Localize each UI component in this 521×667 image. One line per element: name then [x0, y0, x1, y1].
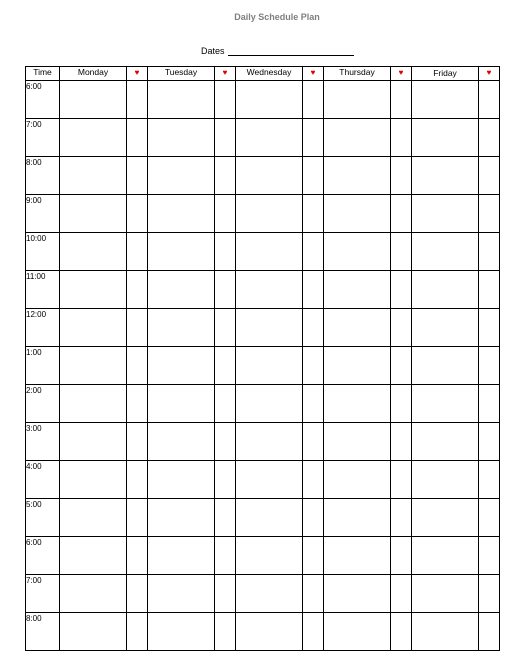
heart-cell[interactable] [215, 347, 236, 385]
heart-cell[interactable] [479, 157, 500, 195]
dates-field-line [228, 55, 354, 56]
heart-cell[interactable] [391, 423, 412, 461]
schedule-cell[interactable] [60, 119, 127, 157]
heart-cell[interactable] [479, 271, 500, 309]
heart-cell[interactable] [391, 157, 412, 195]
schedule-cell[interactable] [236, 461, 303, 499]
schedule-cell[interactable] [236, 347, 303, 385]
heart-cell[interactable] [215, 233, 236, 271]
time-row [26, 119, 500, 157]
heart-cell[interactable] [479, 575, 500, 613]
time-header: Time [26, 67, 60, 81]
heart-cell[interactable] [391, 613, 412, 651]
schedule-cell[interactable] [60, 309, 127, 347]
heart-cell[interactable] [303, 309, 324, 347]
heart-cell[interactable] [479, 233, 500, 271]
time-row [26, 271, 500, 309]
heart-cell[interactable] [127, 347, 148, 385]
time-label: 8:00 [26, 613, 60, 651]
schedule-cell[interactable] [412, 499, 479, 537]
schedule-cell[interactable] [60, 499, 127, 537]
schedule-cell[interactable] [324, 271, 391, 309]
time-label: 4:00 [26, 461, 60, 499]
heart-cell[interactable] [303, 157, 324, 195]
schedule-cell[interactable] [324, 195, 391, 233]
time-row [26, 613, 500, 651]
schedule-cell[interactable] [412, 537, 479, 575]
schedule-cell[interactable] [148, 195, 215, 233]
time-row [26, 461, 500, 499]
time-row [26, 81, 500, 119]
heart-cell[interactable] [479, 119, 500, 157]
schedule-cell[interactable] [412, 119, 479, 157]
schedule-cell[interactable] [60, 157, 127, 195]
heart-cell[interactable] [391, 271, 412, 309]
heart-cell[interactable] [479, 195, 500, 233]
schedule-cell[interactable] [324, 157, 391, 195]
heart-cell[interactable] [127, 157, 148, 195]
schedule-cell[interactable] [412, 347, 479, 385]
schedule-cell[interactable] [148, 385, 215, 423]
heart-cell[interactable] [479, 613, 500, 651]
heart-cell[interactable] [215, 157, 236, 195]
schedule-cell[interactable] [148, 423, 215, 461]
schedule-cell[interactable] [60, 233, 127, 271]
heart-cell[interactable] [303, 613, 324, 651]
heart-icon: ♥ [479, 67, 500, 81]
heart-cell[interactable] [127, 233, 148, 271]
schedule-cell[interactable] [236, 271, 303, 309]
schedule-cell[interactable] [324, 347, 391, 385]
header-row [26, 67, 500, 81]
heart-cell[interactable] [391, 537, 412, 575]
schedule-cell[interactable] [412, 233, 479, 271]
schedule-cell[interactable] [412, 195, 479, 233]
heart-cell[interactable] [479, 461, 500, 499]
schedule-cell[interactable] [412, 271, 479, 309]
schedule-cell[interactable] [236, 499, 303, 537]
heart-cell[interactable] [127, 613, 148, 651]
schedule-cell[interactable] [324, 81, 391, 119]
time-label: 7:00 [26, 119, 60, 157]
schedule-cell[interactable] [324, 423, 391, 461]
heart-cell[interactable] [479, 309, 500, 347]
heart-icon: ♥ [127, 67, 148, 81]
heart-cell[interactable] [391, 461, 412, 499]
schedule-cell[interactable] [324, 537, 391, 575]
schedule-cell[interactable] [324, 575, 391, 613]
schedule-cell[interactable] [412, 461, 479, 499]
time-row [26, 195, 500, 233]
schedule-cell[interactable] [60, 271, 127, 309]
time-label: 6:00 [26, 81, 60, 119]
heart-cell[interactable] [479, 347, 500, 385]
heart-cell[interactable] [215, 81, 236, 119]
day-header-friday: Friday [412, 67, 479, 81]
page-title: Daily Schedule Plan [234, 12, 320, 22]
schedule-cell[interactable] [148, 271, 215, 309]
heart-cell[interactable] [303, 119, 324, 157]
schedule-cell[interactable] [324, 119, 391, 157]
heart-cell[interactable] [391, 119, 412, 157]
heart-cell[interactable] [391, 499, 412, 537]
heart-cell[interactable] [127, 537, 148, 575]
heart-cell[interactable] [127, 195, 148, 233]
heart-cell[interactable] [215, 423, 236, 461]
heart-cell[interactable] [391, 347, 412, 385]
heart-cell[interactable] [303, 81, 324, 119]
schedule-cell[interactable] [60, 461, 127, 499]
schedule-cell[interactable] [60, 537, 127, 575]
day-header-tuesday: Tuesday [148, 67, 215, 81]
schedule-cell[interactable] [60, 81, 127, 119]
heart-cell[interactable] [303, 233, 324, 271]
schedule-cell[interactable] [148, 81, 215, 119]
schedule-cell[interactable] [412, 423, 479, 461]
schedule-cell[interactable] [236, 613, 303, 651]
schedule-cell[interactable] [236, 233, 303, 271]
day-header-thursday: Thursday [324, 67, 391, 81]
schedule-cell[interactable] [412, 157, 479, 195]
schedule-cell[interactable] [148, 575, 215, 613]
schedule-cell[interactable] [60, 613, 127, 651]
time-row [26, 499, 500, 537]
schedule-cell[interactable] [324, 499, 391, 537]
schedule-cell[interactable] [60, 347, 127, 385]
heart-cell[interactable] [303, 347, 324, 385]
schedule-cell[interactable] [236, 195, 303, 233]
heart-cell[interactable] [479, 423, 500, 461]
heart-cell[interactable] [215, 613, 236, 651]
schedule-cell[interactable] [236, 575, 303, 613]
dates-label: Dates [201, 46, 225, 56]
time-label: 11:00 [26, 271, 60, 309]
schedule-cell[interactable] [324, 613, 391, 651]
time-label: 8:00 [26, 157, 60, 195]
time-row [26, 157, 500, 195]
time-label: 6:00 [26, 537, 60, 575]
heart-cell[interactable] [127, 385, 148, 423]
heart-cell[interactable] [303, 537, 324, 575]
day-header-monday: Monday [60, 67, 127, 81]
time-label: 9:00 [26, 195, 60, 233]
heart-cell[interactable] [391, 81, 412, 119]
heart-cell[interactable] [215, 271, 236, 309]
heart-cell[interactable] [303, 195, 324, 233]
schedule-cell[interactable] [60, 195, 127, 233]
heart-cell[interactable] [215, 309, 236, 347]
schedule-body [26, 81, 500, 651]
schedule-cell[interactable] [236, 309, 303, 347]
schedule-table [25, 66, 500, 651]
heart-cell[interactable] [391, 575, 412, 613]
time-label: 2:00 [26, 385, 60, 423]
heart-cell[interactable] [479, 499, 500, 537]
heart-cell[interactable] [479, 385, 500, 423]
schedule-cell[interactable] [148, 613, 215, 651]
day-header-wednesday: Wednesday [236, 67, 303, 81]
time-label: 10:00 [26, 233, 60, 271]
time-label: 5:00 [26, 499, 60, 537]
heart-cell[interactable] [303, 461, 324, 499]
schedule-cell[interactable] [148, 537, 215, 575]
heart-cell[interactable] [391, 195, 412, 233]
schedule-cell[interactable] [148, 157, 215, 195]
heart-cell[interactable] [391, 233, 412, 271]
time-label: 3:00 [26, 423, 60, 461]
heart-cell[interactable] [127, 461, 148, 499]
schedule-cell[interactable] [60, 575, 127, 613]
heart-cell[interactable] [215, 119, 236, 157]
heart-cell[interactable] [303, 385, 324, 423]
schedule-cell[interactable] [412, 575, 479, 613]
schedule-cell[interactable] [148, 461, 215, 499]
schedule-cell[interactable] [236, 157, 303, 195]
time-row [26, 537, 500, 575]
schedule-cell[interactable] [412, 613, 479, 651]
schedule-cell[interactable] [236, 537, 303, 575]
heart-cell[interactable] [215, 195, 236, 233]
heart-icon: ♥ [391, 67, 412, 81]
schedule-cell[interactable] [60, 423, 127, 461]
time-row [26, 233, 500, 271]
schedule-cell[interactable] [60, 385, 127, 423]
schedule-cell[interactable] [324, 461, 391, 499]
heart-icon: ♥ [303, 67, 324, 81]
heart-icon: ♥ [215, 67, 236, 81]
heart-cell[interactable] [215, 461, 236, 499]
heart-cell[interactable] [127, 271, 148, 309]
schedule-cell[interactable] [324, 233, 391, 271]
schedule-cell[interactable] [236, 385, 303, 423]
time-row [26, 309, 500, 347]
schedule-cell[interactable] [324, 309, 391, 347]
schedule-cell[interactable] [412, 385, 479, 423]
time-row [26, 347, 500, 385]
time-label: 7:00 [26, 575, 60, 613]
schedule-cell[interactable] [412, 309, 479, 347]
heart-cell[interactable] [215, 537, 236, 575]
heart-cell[interactable] [303, 271, 324, 309]
heart-cell[interactable] [479, 81, 500, 119]
heart-cell[interactable] [391, 385, 412, 423]
schedule-cell[interactable] [236, 423, 303, 461]
heart-cell[interactable] [215, 385, 236, 423]
heart-cell[interactable] [215, 575, 236, 613]
heart-cell[interactable] [127, 423, 148, 461]
heart-cell[interactable] [127, 81, 148, 119]
schedule-cell[interactable] [236, 81, 303, 119]
heart-cell[interactable] [479, 537, 500, 575]
schedule-cell[interactable] [148, 347, 215, 385]
schedule-cell[interactable] [148, 119, 215, 157]
schedule-cell[interactable] [324, 385, 391, 423]
heart-cell[interactable] [303, 499, 324, 537]
heart-cell[interactable] [391, 309, 412, 347]
heart-cell[interactable] [303, 575, 324, 613]
schedule-cell[interactable] [148, 309, 215, 347]
time-label: 12:00 [26, 309, 60, 347]
heart-cell[interactable] [127, 119, 148, 157]
time-label: 1:00 [26, 347, 60, 385]
heart-cell[interactable] [215, 499, 236, 537]
heart-cell[interactable] [127, 309, 148, 347]
heart-cell[interactable] [303, 423, 324, 461]
schedule-cell[interactable] [236, 119, 303, 157]
schedule-cell[interactable] [148, 233, 215, 271]
schedule-cell[interactable] [412, 81, 479, 119]
time-row [26, 575, 500, 613]
time-row [26, 385, 500, 423]
time-row [26, 423, 500, 461]
heart-cell[interactable] [127, 499, 148, 537]
schedule-cell[interactable] [148, 499, 215, 537]
heart-cell[interactable] [127, 575, 148, 613]
